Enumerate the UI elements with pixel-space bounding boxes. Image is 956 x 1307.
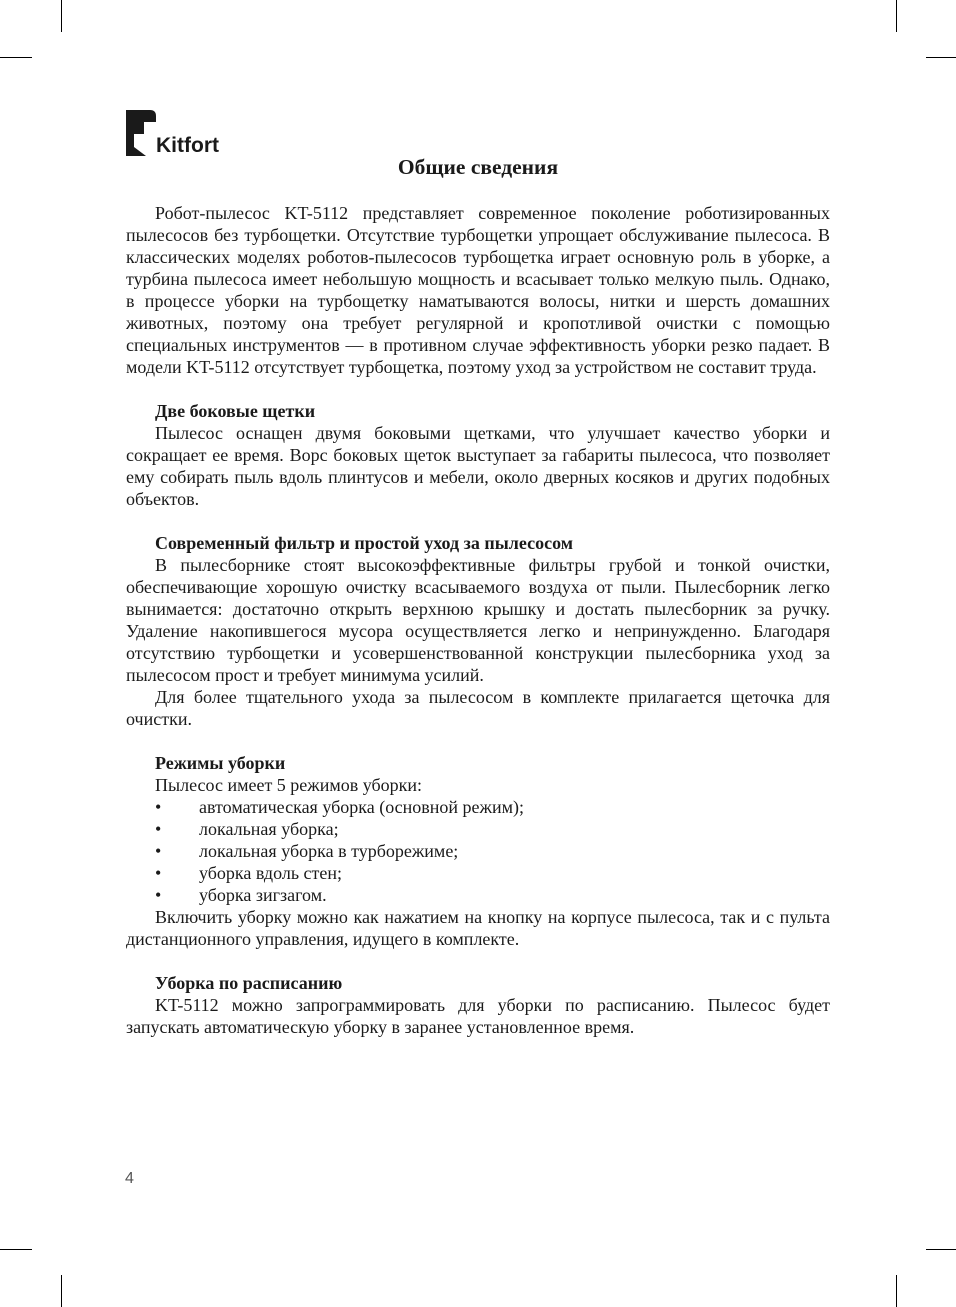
intro-paragraph: Робот-пылесос KT-5112 представляет современное поколение роботизированных пылесосов без турбощетки. Отсутствие турбощетки упрощает обслуживание пылесоса. В классических моделях роботов-пылесосов турбощетка играет основную роль в уборке, а турбина пылесоса имеет небольшую мощность и всасывает только мелкую пыль. Однако, в процессе уборки на турбощетку наматываются волосы, нитки и шерсть домашних животных, поэтому она требует регулярной и кропотливой очистки с помощью специальных инструментов — в противном случае эффективность уборки резко падает. В модели KT-5112 отсутствует турбощетка, поэтому уход за устройством не составит труда. bbox=[126, 203, 830, 377]
list-item: • локальная уборка в турборежиме; bbox=[155, 841, 459, 861]
crop-mark bbox=[0, 57, 32, 58]
section-paragraph: Для более тщательного ухода за пылесосом в комплекте прилагается щеточка для очистки. bbox=[126, 687, 830, 729]
section-paragraph: KT-5112 можно запрограммировать для уборки по расписанию. Пылесос будет запускать автоматическую уборку в заранее установленное время. bbox=[126, 995, 830, 1037]
cleaning-modes-list bbox=[126, 796, 830, 906]
page-number: 4 bbox=[125, 1170, 134, 1187]
crop-mark bbox=[926, 57, 956, 58]
section-paragraph: В пылесборнике стоят высокоэффективные фильтры грубой и тонкой очистки, обеспечивающие хорошую очистку всасываемого воздуха от пыли. Пылесборник легко вынимается: достаточно открыть верхнюю крышку и достать пылесборник за ручку. Удаление накопившегося мусора осуществляется легко и непринужденно. Благодаря отсутствию турбощетки и усовершенствованной конструкции пылесборника уход за пылесосом прост и требует минимума усилий. bbox=[126, 555, 830, 685]
section-heading: Уборка по расписанию bbox=[155, 973, 343, 993]
section-heading: Современный фильтр и простой уход за пылесосом bbox=[155, 533, 573, 553]
list-item: • уборка зигзагом. bbox=[155, 885, 327, 905]
section-paragraph: Включить уборку можно как нажатием на кнопку на корпусе пылесоса, так и с пульта дистанционного управления, идущего в комплекте. bbox=[126, 907, 830, 949]
section-lead: Пылесос имеет 5 режимов уборки: bbox=[155, 775, 423, 795]
section-heading: Режимы уборки bbox=[155, 753, 286, 773]
bullet-icon: • bbox=[155, 863, 162, 883]
crop-mark bbox=[896, 1275, 897, 1307]
brand-name: Kitfort bbox=[156, 134, 219, 157]
bullet-icon: • bbox=[155, 797, 162, 817]
crop-mark bbox=[61, 1275, 62, 1307]
bullet-icon: • bbox=[155, 885, 162, 905]
section-paragraph: Пылесос оснащен двумя боковыми щетками, что улучшает качество уборки и сокращает ее время. Ворс боковых щеток выступает за габариты пылесоса, что позволяет ему собирать пыль вдоль плинтусов и мебели, около дверных косяков и других подобных объектов. bbox=[126, 423, 830, 509]
list-item: • уборка вдоль стен; bbox=[155, 863, 343, 883]
list-item: • автоматическая уборка (основной режим); bbox=[155, 797, 524, 817]
crop-mark bbox=[926, 1249, 956, 1250]
list-item: • локальная уборка; bbox=[155, 819, 339, 839]
crop-mark bbox=[896, 0, 897, 32]
bullet-icon: • bbox=[155, 841, 162, 861]
crop-mark bbox=[0, 1249, 32, 1250]
bullet-icon: • bbox=[155, 819, 162, 839]
document-body bbox=[126, 202, 830, 1038]
page-title: Общие сведения bbox=[397, 155, 559, 179]
section-heading: Две боковые щетки bbox=[155, 401, 316, 421]
kitfort-mark-icon bbox=[126, 110, 156, 156]
crop-mark bbox=[61, 0, 62, 32]
